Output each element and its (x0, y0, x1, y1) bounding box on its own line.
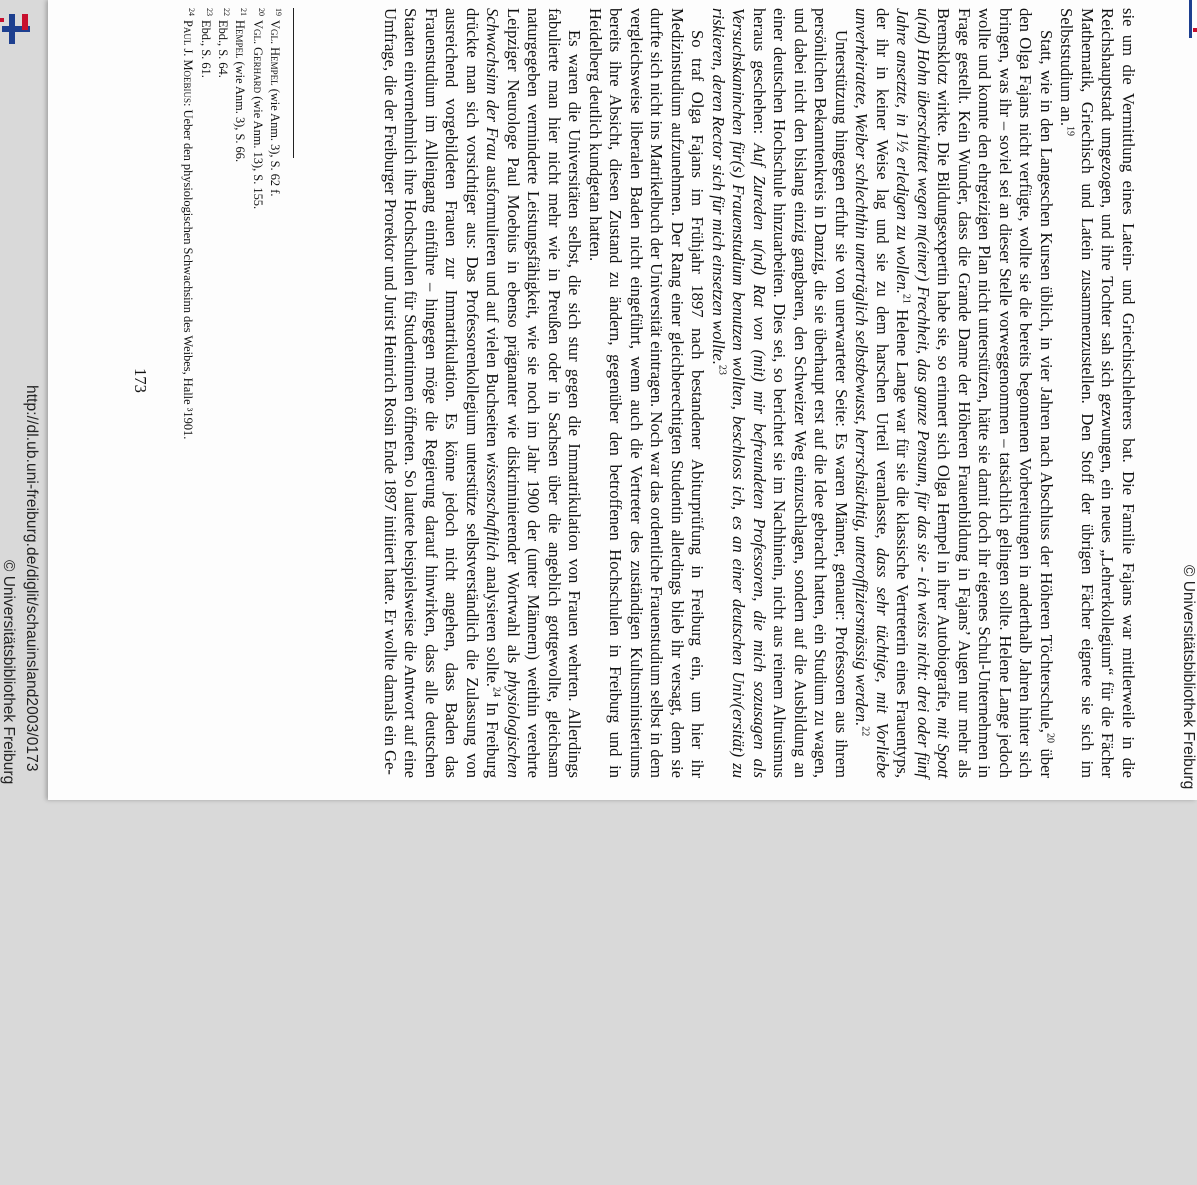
page-number: 173 (131, 368, 150, 393)
footnote-author: Vgl. Hempel (267, 20, 282, 86)
body-paragraph (851, 8, 1056, 778)
text-run: sie um die Vermittlung eines Latein- und Griechischlehrers bat. Die Familie Fajans war mittlerweile in die Reichshauptstadt umgezogen, und ihre Tochter sah sich gezwungen, ein neues „Lehrerkollegium“ für die Fächer Mathematik, Griechisch und Latein zusammenzustellen. Den Stoff der übrigen Fächer eignete sie sich im Selbststudium an. (1057, 8, 1138, 778)
text-run: In Freiburg drückte man sich vorsichtiger aus: Das Professorenkollegium unterstütze selbstverständlich die Zulassung von ausreichend vorgebildeten Frauen zur Immatrikulation. Es könne jedoch nicht angehen, dass Baden das Frauenstudium im Alleingang einführe – hingegen möge die Regierung darauf hinwirken, dass alle deutschen Staaten einvernehmlich ihre Hochschulen für Studentinnen öffneten. So lautete beispielsweise die Antwort auf eine Umfrage, die der Freiburger Prorektor und Jurist Heinrich Rosin Ende 1897 initiiert hatte. Er wollte damals ein Ge- (381, 8, 503, 778)
footnote (216, 8, 233, 778)
footnote-text: (wie Anm. 3), S. 62 f. (267, 85, 282, 197)
library-logo (0, 0, 40, 44)
text-run: Unterstützung hingegen erfuhr sie von unerwarteter Seite: Es waren Männer, genauer: Professoren aus ihrem persönlichen Bekanntenkreis in Danzig, die sie überhaupt erst auf die Idee gebracht hatten, ein Studium zu wagen, und dabei nicht den bislang einzig gangbaren, den Schweizer Weg einzuschlagen, sondern auf die Ausbildung an einer deutschen Hochschule hinzuarbeiten. Dies sei, so berichtet sie im Nachhinein, nicht aus reinem Altruismus heraus geschehen: (750, 8, 851, 778)
footnote-divider (293, 8, 294, 158)
text-run: analysieren sollte. (483, 560, 503, 687)
italic-quote: mit Spott u(nd) Hohn überschüttet wegen m(einer) Frechheit, das ganze Pensum, für das sie - ich weiss nicht: drei oder fünf Jahre ansetzte, in 1½ erledigen zu wollen. (893, 8, 954, 779)
text-run: über den Olga Fajans nicht verfügte, wollte sie die bereits begonnenen Vorbereitungen in anderthalb Jahren hinter sich bringen, was ihr – soviel sei an dieser Stelle vorweggenommen – tatsächlich gelingen sollte. Helene Lange jedoch wollte und konnte den ehrgeizigen Plan nicht unterstützen, hätte sie damit doch ihr eigenes Schul-Unternehmen in Frage gestellt. Kein Wunder, dass die Grande Dame der Höheren Frauenbildung in Fajans’ Augen nur mehr als Bremsklotz wirkte. Die Bildungsexpertin habe sie, so erinnert sich Olga Hempel in ihrer Autobiografie, (934, 8, 1056, 778)
footnote (233, 8, 250, 778)
footnote (250, 8, 267, 778)
text-run: Statt, wie in den Langeschen Kursen üblich, in vier Jahren nach Abschluss der Höheren Töchterschule, (1037, 30, 1056, 733)
text-run: ausformulieren und auf vielen Buchseiten (483, 160, 503, 453)
text-run: So traf Olga Fajans im Frühjahr 1897 nach bestandener Abiturprüfung in Freiburg ein, um hier ihr Medizinstudium aufzunehmen. Der Rang einer gleichberechtigten Studentin allerdings blieb ihr versagt, denn sie durfte sich nicht ins Matrikelbuch der Universität eintragen. Noch war das ordentliche Frauenstudium selbst in dem vergleichsweise liberalen Baden nicht eingeführt, wenn auch die Vertreter des zuständigen Kultusministeriums bereits ihre Absicht, diesen Zustand zu ändern, gegenüber den betroffenen Hochschulen in Freiburg und in Heidelberg deutlich kundgetan hatten. (586, 8, 708, 778)
footnote-reference: 23 (716, 364, 728, 375)
italic-quote: dass sehr tüchtige, mit Vorliebe unverheiratete, Weiber schlechthin unerträglich selbstbewusst, herrschsüchtig, unteroffiziersmässig werden. (852, 8, 892, 778)
footnote-text: Ebd., S. 64. (215, 20, 230, 78)
footnote-number: 20 (256, 8, 266, 16)
text-run: Helene Lange war für sie die klassische Vertreterin eines Frauentyps, der ihr in keiner Weise lag und sie zu dem harschen Urteil veranlasste, (873, 8, 913, 778)
footnote-author: Paul J. Moebius (181, 20, 196, 104)
footnote-text: (wie Anm. 3), S. 66. (233, 58, 248, 163)
footnote-reference: 24 (491, 686, 503, 697)
body-paragraph (380, 8, 585, 778)
italic-quote: Auf Zureden u(nd) Rat von (mit) mir befreundeten Professoren, die mich sozusagen als Versuchskaninchen für(s) Frauenstudium benutzen wollten, beschloss ich, es an einer deutschen Univ(ersität) zu riskieren, deren Rector sich für mich einsetzen wollte. (709, 8, 769, 778)
footnote-reference: 21 (901, 293, 913, 304)
italic-quote: physiologischen Schwachsinn der Frau (483, 8, 523, 778)
footnote-number: 22 (222, 8, 232, 16)
footnotes (181, 8, 285, 778)
text-run: Es waren die Universitäten selbst, die sich stur gegen die Immatrikulation von Frauen wehrten. Allerdings fabulierte man hier nicht mehr wie in Preußen oder in Sachsen über die angeblich gottgewollte, gleichsam naturgegeben verminderte Leistungsfähigkeit, wie sie noch im Jahr 1900 der (unter Männern) weithin verehrte Leipziger Neurologe Paul Moebius in ebenso prägnanter wie diskriminierender Wortwahl als (504, 8, 585, 778)
source-url[interactable]: http://dl.ub.uni-freiburg.de/diglit/schauinsland2003/0173 (23, 385, 40, 772)
footnote-reference: 19 (1065, 126, 1077, 137)
rotated-page-content (48, 8, 1138, 788)
footnote-text: : Ueber den physiologischen Schwachsinn des Weibes, Halle ³1901. (181, 103, 196, 440)
body-paragraph (708, 8, 852, 778)
body-paragraph (585, 8, 708, 778)
footnote-number: 21 (239, 8, 249, 16)
copyright-notice: © Universitätsbibliothek Freiburg (0, 560, 17, 785)
body-text (380, 8, 1139, 778)
footnote-number: 19 (274, 8, 283, 16)
footnote-author: Hempel (233, 20, 248, 59)
footnote-reference: 22 (860, 726, 872, 737)
body-paragraph (1056, 8, 1138, 778)
footnote-text: Ebd., S. 61. (198, 20, 213, 78)
footnote (268, 8, 285, 778)
right-edge-copyright: © Universitätsbibliothek Freiburg (1180, 565, 1197, 790)
footnote (198, 8, 215, 778)
scanned-page (48, 0, 1197, 800)
footnote-text: (wie Anm. 13), S. 155. (250, 93, 265, 210)
footnote-number: 23 (204, 8, 214, 16)
footnote-number: 24 (187, 8, 197, 16)
page-edge-mark (1187, 0, 1197, 38)
footnote-author: Vgl. Gerhard (250, 20, 265, 94)
footnote-reference: 20 (1044, 732, 1056, 743)
footnote (181, 8, 198, 778)
italic-quote: wissenschaftlich (483, 452, 503, 561)
